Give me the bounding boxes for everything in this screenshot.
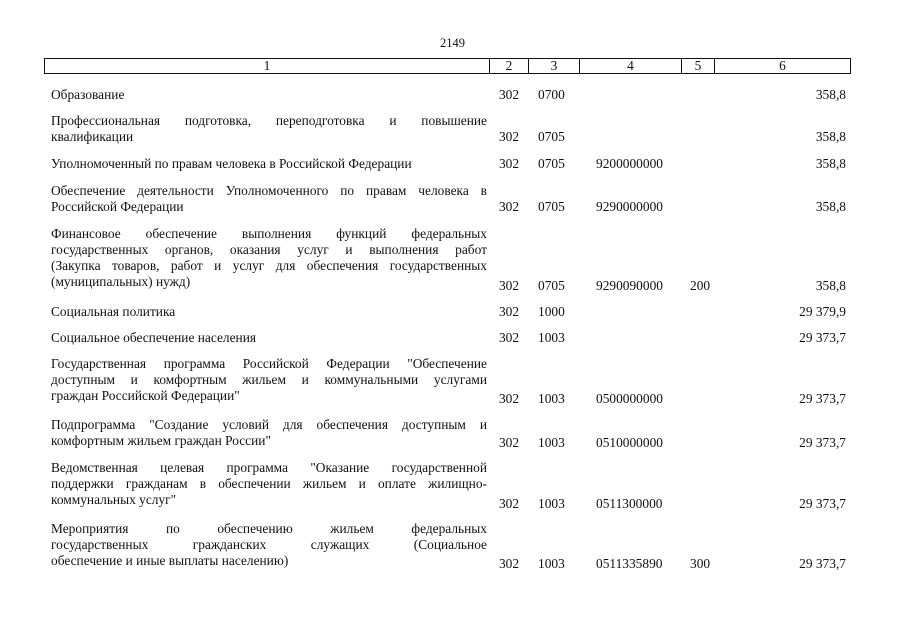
row-name-line: Финансовое обеспечение выполнения функций федеральных (51, 226, 487, 241)
row-name-line: Российской Федерации (51, 199, 184, 214)
cell-csr: 9200000000 (596, 156, 663, 171)
row-name-line: Профессиональная подготовка, переподготовка и повышение (51, 113, 487, 128)
row-name-line: Образование (51, 87, 125, 102)
column-header-2: 2 (490, 59, 529, 74)
column-header-6: 6 (715, 59, 851, 74)
cell-sum: 29 373,7 (799, 435, 846, 450)
cell-rz: 0700 (538, 87, 565, 102)
cell-gr: 302 (498, 556, 520, 571)
row-name-line: квалификации (51, 129, 134, 144)
row-name-line: обеспечение и иные выплаты населению) (51, 553, 289, 568)
row-name-line: Ведомственная целевая программа "Оказание государственной (51, 460, 487, 475)
cell-sum: 29 379,9 (799, 304, 846, 319)
cell-gr: 302 (498, 330, 520, 345)
cell-rz: 0705 (538, 129, 565, 144)
cell-rz: 1003 (538, 330, 565, 345)
row-name-line: Уполномоченный по правам человека в Российской Федерации (51, 156, 412, 171)
cell-csr: 0511300000 (596, 496, 663, 511)
row-name (51, 87, 487, 103)
row-name (51, 304, 487, 320)
cell-rz: 1003 (538, 556, 565, 571)
cell-gr: 302 (498, 304, 520, 319)
cell-csr: 0500000000 (596, 391, 663, 406)
row-name (51, 156, 487, 172)
cell-csr: 0511335890 (596, 556, 663, 571)
row-name (51, 330, 487, 346)
cell-sum: 358,8 (815, 156, 846, 171)
page-number: 2149 (440, 36, 465, 50)
cell-rz: 1003 (538, 391, 565, 406)
column-header-5: 5 (682, 59, 715, 74)
column-header-4: 4 (580, 59, 682, 74)
cell-sum: 29 373,7 (799, 391, 846, 406)
row-name (51, 183, 487, 215)
cell-sum: 358,8 (815, 278, 846, 293)
row-name-line: поддержки гражданам в обеспечении жильем и оплате жилищно- (51, 476, 487, 491)
cell-gr: 302 (498, 156, 520, 171)
row-name-line: государственных гражданских служащих (Социальное (51, 537, 487, 552)
row-name-line: комфортным жильем граждан России" (51, 433, 271, 448)
cell-rz: 1000 (538, 304, 565, 319)
row-name-line: (муниципальных) нужд) (51, 274, 191, 289)
cell-vr: 300 (690, 556, 711, 571)
row-name-line: граждан Российской Федерации" (51, 388, 240, 403)
cell-gr: 302 (498, 391, 520, 406)
cell-gr: 302 (498, 278, 520, 293)
row-name-line: Государственная программа Российской Федерации "Обеспечение (51, 356, 487, 371)
row-name-line: Обеспечение деятельности Уполномоченного по правам человека в (51, 183, 487, 198)
row-name (51, 356, 487, 404)
row-name (51, 460, 487, 508)
row-name (51, 226, 487, 290)
column-header-1: 1 (45, 59, 490, 74)
row-name-line: коммунальных услуг" (51, 492, 177, 507)
row-name-line: (Закупка товаров, работ и услуг для обеспечения государственных (51, 258, 487, 273)
cell-sum: 358,8 (815, 199, 846, 214)
row-name (51, 113, 487, 145)
row-name (51, 417, 487, 449)
cell-sum: 29 373,7 (799, 330, 846, 345)
row-name-line: доступным и комфортным жильем и коммунальными услугами (51, 372, 487, 387)
row-name-line: Подпрограмма "Создание условий для обеспечения доступным и (51, 417, 487, 432)
cell-sum: 29 373,7 (799, 556, 846, 571)
cell-sum: 29 373,7 (799, 496, 846, 511)
cell-sum: 358,8 (815, 87, 846, 102)
row-name (51, 521, 487, 569)
cell-gr: 302 (498, 129, 520, 144)
cell-sum: 358,8 (815, 129, 846, 144)
row-name-line: государственных органов, оказания услуг и выполнения работ (51, 242, 487, 257)
cell-rz: 0705 (538, 199, 565, 214)
cell-vr: 200 (690, 278, 711, 293)
cell-rz: 1003 (538, 435, 565, 450)
cell-gr: 302 (498, 496, 520, 511)
row-name-line: Мероприятия по обеспечению жильем федеральных (51, 521, 487, 536)
row-name-line: Социальная политика (51, 304, 176, 319)
cell-rz: 0705 (538, 278, 565, 293)
cell-gr: 302 (498, 435, 520, 450)
column-header-3: 3 (529, 59, 580, 74)
cell-csr: 9290090000 (596, 278, 663, 293)
row-name-line: Социальное обеспечение населения (51, 330, 257, 345)
cell-gr: 302 (498, 199, 520, 214)
cell-csr: 9290000000 (596, 199, 663, 214)
cell-csr: 0510000000 (596, 435, 663, 450)
cell-gr: 302 (498, 87, 520, 102)
cell-rz: 1003 (538, 496, 565, 511)
cell-rz: 0705 (538, 156, 565, 171)
